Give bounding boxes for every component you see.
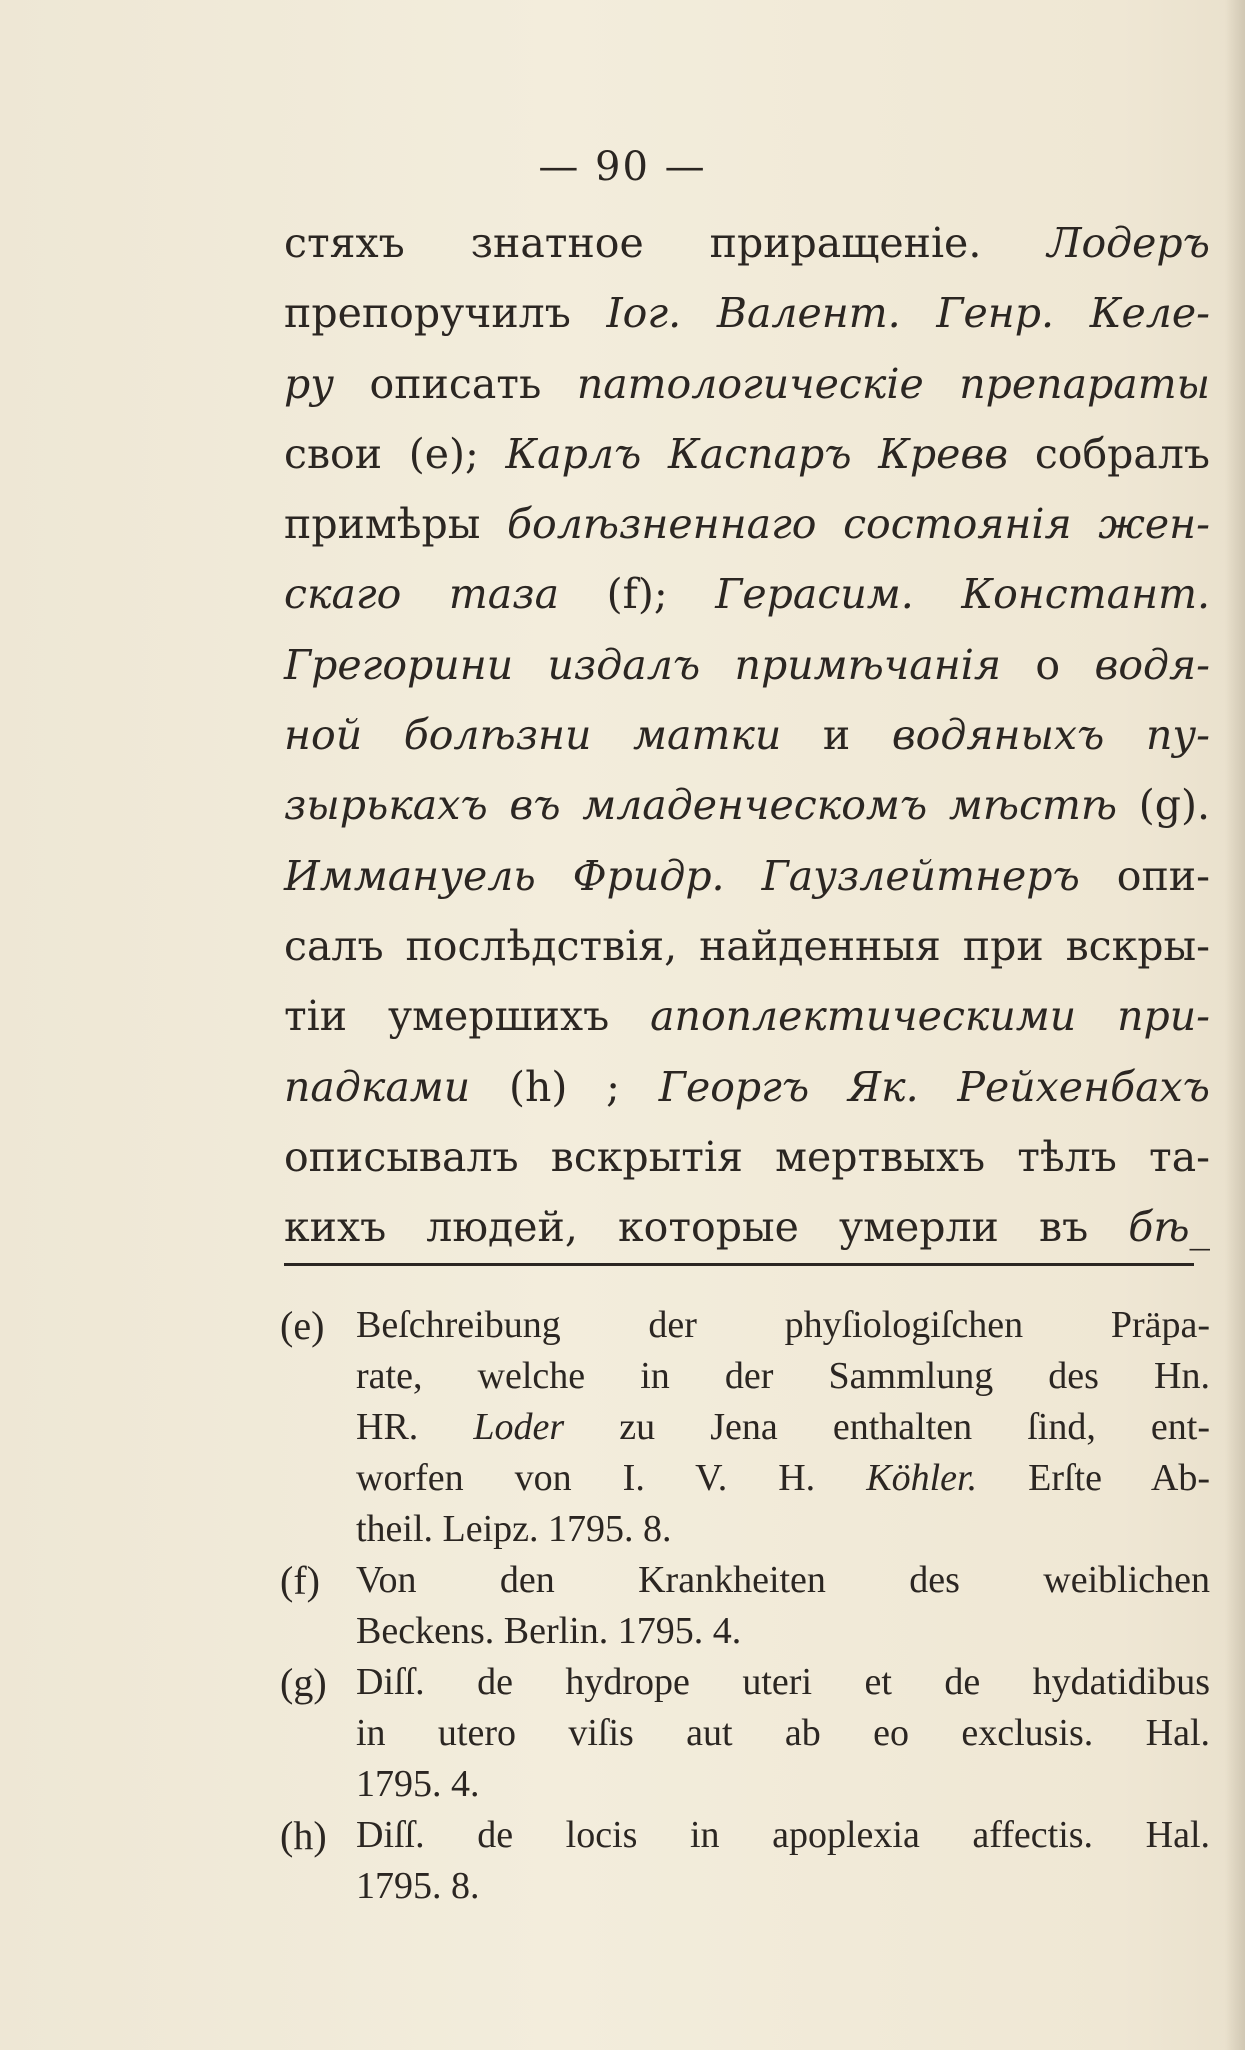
footnote-rule	[284, 1263, 1194, 1266]
text-run: салъ послѣдствія, найденныя при вскры-	[284, 921, 1210, 970]
text-run: Beckens. Berlin. 1795. 4.	[356, 1610, 742, 1652]
footnote-line	[356, 1657, 1210, 1708]
text-run: worfen von I. V. H.	[356, 1457, 867, 1499]
text-run: стяхъ знатное приращеніе.	[284, 219, 1048, 267]
text-line	[284, 770, 1210, 840]
text-run: 1795. 4.	[356, 1763, 480, 1805]
footnote-marker: (e)	[280, 1303, 325, 1348]
text-line	[284, 1122, 1210, 1192]
italic-text-run: водя-	[1094, 640, 1210, 689]
footnote	[280, 1555, 1210, 1657]
italic-text-run: ру	[284, 359, 335, 408]
footnote-line	[356, 1861, 1210, 1912]
text-run: опи-	[1079, 851, 1210, 900]
italic-text-run: Грегорини издалъ примѣчанія	[284, 640, 1001, 689]
text-run: тіи умершихъ	[284, 992, 651, 1041]
text-line	[284, 349, 1210, 419]
italic-text-run: Георгъ Як. Рейхенбахъ	[658, 1062, 1210, 1111]
footnote-marker: (h)	[280, 1813, 327, 1858]
italic-text-run: апоплектическими при-	[650, 992, 1210, 1041]
italic-text-run: болѣзненнаго состоянія жен-	[507, 500, 1210, 549]
footnote-line	[356, 1504, 1210, 1555]
italic-text-run: Köhler.	[866, 1457, 978, 1499]
italic-text-run: водяныхъ пу-	[891, 711, 1210, 760]
text-run: Beſchreibung der phyſiologiſchen Präpa-	[356, 1304, 1210, 1346]
main-text-block	[284, 208, 1210, 1262]
text-line	[284, 700, 1210, 770]
footnote-marker: (g)	[280, 1660, 327, 1705]
text-line	[284, 208, 1210, 278]
text-run: (f);	[559, 570, 716, 619]
italic-text-run: бѣ_	[1128, 1203, 1210, 1252]
text-line	[284, 419, 1210, 489]
italic-text-run: Іог. Валент. Генр. Келе-	[606, 289, 1210, 338]
text-run: примѣры	[284, 500, 507, 549]
text-run: 1795. 8.	[356, 1865, 480, 1907]
text-run: (h) ;	[470, 1062, 659, 1111]
footnote-line	[356, 1708, 1210, 1759]
text-line	[284, 981, 1210, 1051]
text-run: Erſte Ab-	[977, 1457, 1210, 1499]
text-line	[284, 841, 1210, 911]
footnote-line	[356, 1453, 1210, 1504]
text-run: свои (е);	[284, 429, 506, 478]
italic-text-run: Иммануель Фридр. Гаузлейтнеръ	[284, 851, 1080, 900]
footnotes-block	[280, 1300, 1210, 1912]
footnote-line	[356, 1606, 1210, 1657]
footnote-body	[356, 1300, 1210, 1555]
page-number: — 90 —	[538, 144, 707, 190]
text-line	[284, 911, 1210, 981]
text-run: описать	[334, 359, 577, 408]
text-line	[284, 278, 1210, 348]
text-run: и	[781, 711, 892, 760]
footnote-body	[356, 1657, 1210, 1810]
text-run: собралъ	[1008, 429, 1210, 478]
text-run: описывалъ вскрытія мертвыхъ тѣлъ та-	[284, 1132, 1210, 1181]
footnote-line	[356, 1759, 1210, 1810]
italic-text-run: Лодеръ	[1047, 219, 1210, 267]
page-edge-shadow	[1225, 0, 1245, 2050]
text-run: кихъ людей, которые умерли въ	[284, 1203, 1129, 1252]
footnote-line	[356, 1555, 1210, 1606]
footnote-line	[356, 1351, 1210, 1402]
text-run: HR.	[356, 1406, 474, 1448]
text-line	[284, 1192, 1210, 1262]
italic-text-run: скаго тaза	[284, 570, 560, 619]
text-run: zu Jena enthalten ſind, ent-	[564, 1406, 1210, 1448]
text-run: rate, welche in der Sammlung des Hn.	[356, 1355, 1210, 1397]
text-run: in utero viſis aut ab eo exclusis. Hal.	[356, 1712, 1210, 1754]
footnote-marker: (f)	[280, 1558, 320, 1603]
italic-text-run: патологическіе препараты	[576, 359, 1210, 408]
footnote-body	[356, 1810, 1210, 1912]
footnote	[280, 1657, 1210, 1810]
text-run: Von den Krankheiten des weiblichen	[356, 1559, 1210, 1601]
footnote-body	[356, 1555, 1210, 1657]
text-run: Diſſ. de hydrope uteri et de hydatidibus	[356, 1661, 1210, 1703]
footnote-line	[356, 1402, 1210, 1453]
italic-text-run: ной болѣзни матки	[284, 711, 782, 760]
footnote-line	[356, 1300, 1210, 1351]
text-run: (g).	[1117, 781, 1210, 830]
footnote	[280, 1810, 1210, 1912]
italic-text-run: Loder	[473, 1406, 565, 1448]
italic-text-run: Карлъ Каспаръ Кревв	[505, 429, 1009, 478]
text-run: Diſſ. de locis in apoplexia affectis. Hal.	[356, 1814, 1210, 1856]
footnote-line	[356, 1810, 1210, 1861]
text-line	[284, 630, 1210, 700]
text-line	[284, 489, 1210, 559]
footnote	[280, 1300, 1210, 1555]
text-run: о	[1000, 640, 1095, 689]
text-line	[284, 559, 1210, 629]
italic-text-run: Герасим. Констант.	[715, 570, 1210, 619]
italic-text-run: зырькахъ въ младенческомъ мѣстѣ	[284, 781, 1118, 830]
text-run: theil. Leipz. 1795. 8.	[356, 1508, 672, 1550]
italic-text-run: падками	[284, 1062, 471, 1111]
text-line	[284, 1052, 1210, 1122]
text-run: препоручилъ	[284, 289, 607, 338]
